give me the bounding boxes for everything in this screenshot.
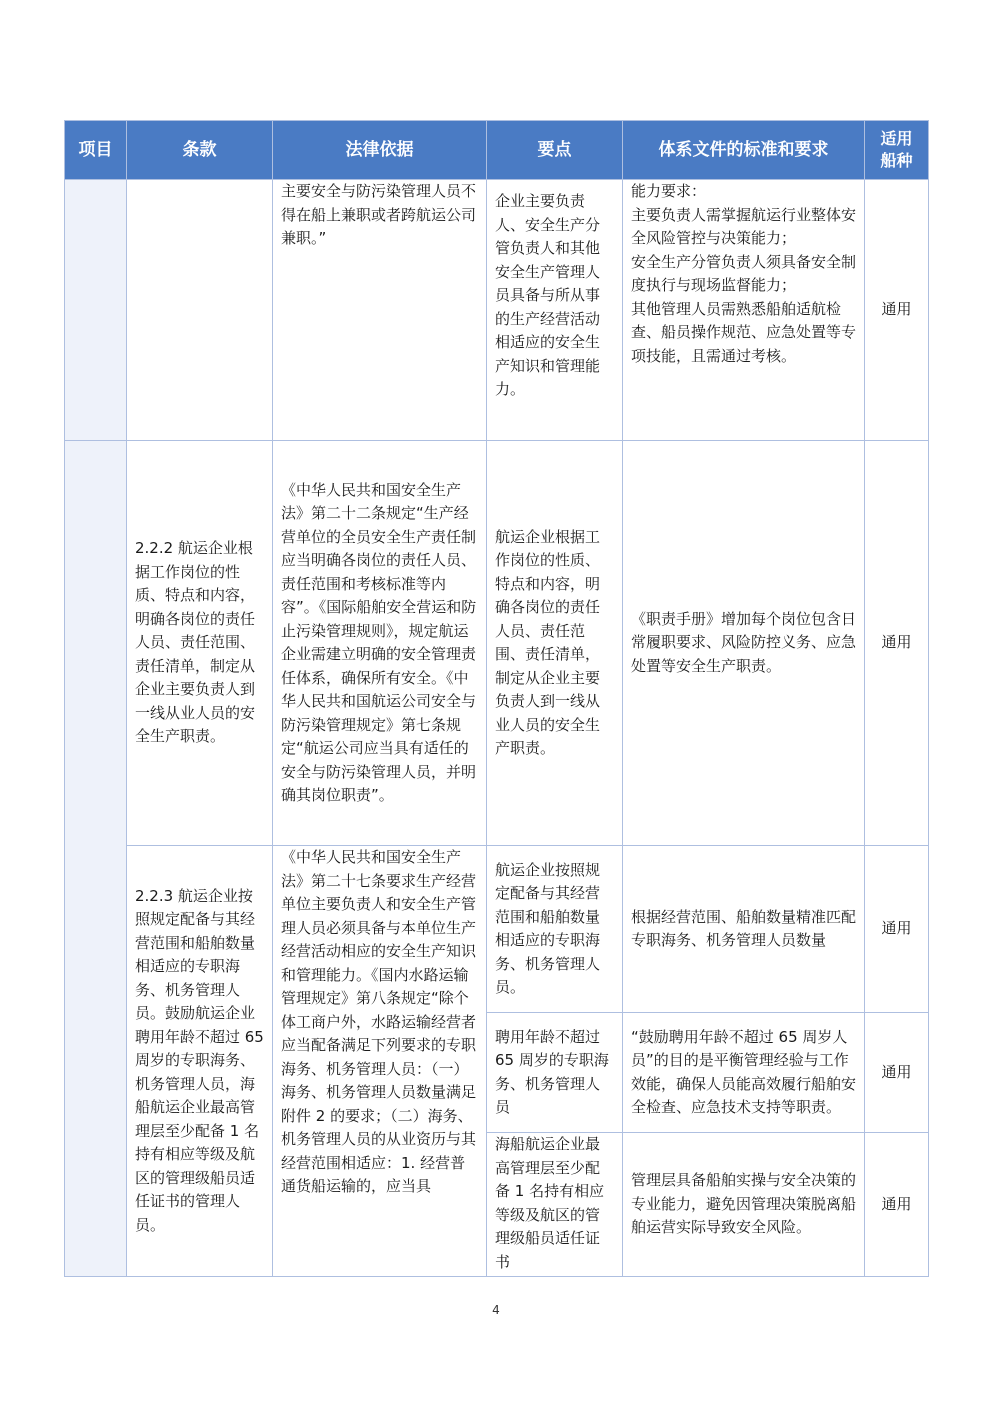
ship-type-cell: 通用 xyxy=(865,441,929,846)
legal-basis-cell: 《中华人民共和国安全生产法》第二十七条要求生产经营单位主要负责人和安全生产管理人员必须具备与本单位生产经营活动相应的安全生产知识和管理能力。《国内水路运输管理规定》第八条规定“除个体工商户外，水路运输经营者应当配备满足下列要求的专职海务、机务管理人员：（一）海务、机务管理人员数量满足附件 2 的要求；（二）海务、机务管理人员的从业资历与其经营范围相适应：1. 经营普通货船运输的，应当具 xyxy=(273,846,487,1277)
clause-cell: 2.2.3 航运企业按照规定配备与其经营范围和船舶数量相适应的专职海务、机务管理人员。鼓励航运企业聘用年龄不超过 65 周岁的专职海务、机务管理人员，海船航运企业最高管理层至少配备 1 名持有相应等级及航区的管理级船员适任证书的管理人员。 xyxy=(127,846,273,1277)
key-points-cell: 聘用年龄不超过 65 周岁的专职海务、机务管理人员 xyxy=(487,1013,623,1133)
standards-cell: “鼓励聘用年龄不超过 65 周岁人员”的目的是平衡管理经验与工作效能，确保人员能高效履行船舶安全检查、应急技术支持等职责。 xyxy=(623,1013,865,1133)
table-header-row xyxy=(65,121,929,180)
key-points-cell: 海船航运企业最高管理层至少配备 1 名持有相应等级及航区的管理级船员适任证书 xyxy=(487,1133,623,1277)
standards-table xyxy=(64,120,929,1277)
header-legal-basis: 法律依据 xyxy=(273,121,487,180)
table-row xyxy=(65,441,929,846)
header-item: 项目 xyxy=(65,121,127,180)
ship-type-cell: 通用 xyxy=(865,1133,929,1277)
ship-type-cell: 通用 xyxy=(865,846,929,1013)
standards-cell: 《职责手册》增加每个岗位包含日常履职要求、风险防控义务、应急处置等安全生产职责。 xyxy=(623,441,865,846)
legal-basis-cell: 主要安全与防污染管理人员不得在船上兼职或者跨航运公司兼职。” xyxy=(273,180,487,441)
clause-cell: 2.2.2 航运企业根据工作岗位的性质、特点和内容，明确各岗位的责任人员、责任范围、责任清单，制定从企业主要负责人到一线从业人员的安全生产职责。 xyxy=(127,441,273,846)
ship-type-cell: 通用 xyxy=(865,180,929,441)
key-points-cell: 航运企业根据工作岗位的性质、特点和内容，明确各岗位的责任人员、责任范围、责任清单，制定从企业主要负责人到一线从业人员的安全生产职责。 xyxy=(487,441,623,846)
item-cell xyxy=(65,441,127,1277)
clause-cell xyxy=(127,180,273,441)
header-clause: 条款 xyxy=(127,121,273,180)
header-key-points: 要点 xyxy=(487,121,623,180)
item-cell xyxy=(65,180,127,441)
page-number: 4 xyxy=(492,1303,500,1317)
legal-basis-cell: 《中华人民共和国安全生产法》第二十二条规定“生产经营单位的全员安全生产责任制应当明确各岗位的责任人员、责任范围和考核标准等内容”。《国际船舶安全营运和防止污染管理规则》，规定航运企业需建立明确的安全管理责任体系，确保所有安全。《中华人民共和国航运公司安全与防污染管理规定》第七条规定“航运公司应当具有适任的安全与防污染管理人员，并明确其岗位职责”。 xyxy=(273,441,487,846)
header-ship-type: 适用船种 xyxy=(865,121,929,180)
table-row xyxy=(65,180,929,441)
key-points-cell: 航运企业按照规定配备与其经营范围和船舶数量相适应的专职海务、机务管理人员。 xyxy=(487,846,623,1013)
header-standards: 体系文件的标准和要求 xyxy=(623,121,865,180)
standards-cell: 根据经营范围、船舶数量精准匹配专职海务、机务管理人员数量 xyxy=(623,846,865,1013)
key-points-cell: 企业主要负责人、安全生产分管负责人和其他安全生产管理人员具备与所从事的生产经营活动相适应的安全生产知识和管理能力。 xyxy=(487,180,623,441)
standards-cell: 管理层具备船舶实操与安全决策的专业能力，避免因管理决策脱离船舶运营实际导致安全风险。 xyxy=(623,1133,865,1277)
ship-type-cell: 通用 xyxy=(865,1013,929,1133)
table-row xyxy=(65,846,929,1013)
standards-cell: 能力要求： 主要负责人需掌握航运行业整体安全风险管控与决策能力； 安全生产分管负责人须具备安全制度执行与现场监督能力； 其他管理人员需熟悉船舶适航检查、船员操作规范、应急处置等专项技能，且需通过考核。 xyxy=(623,180,865,441)
